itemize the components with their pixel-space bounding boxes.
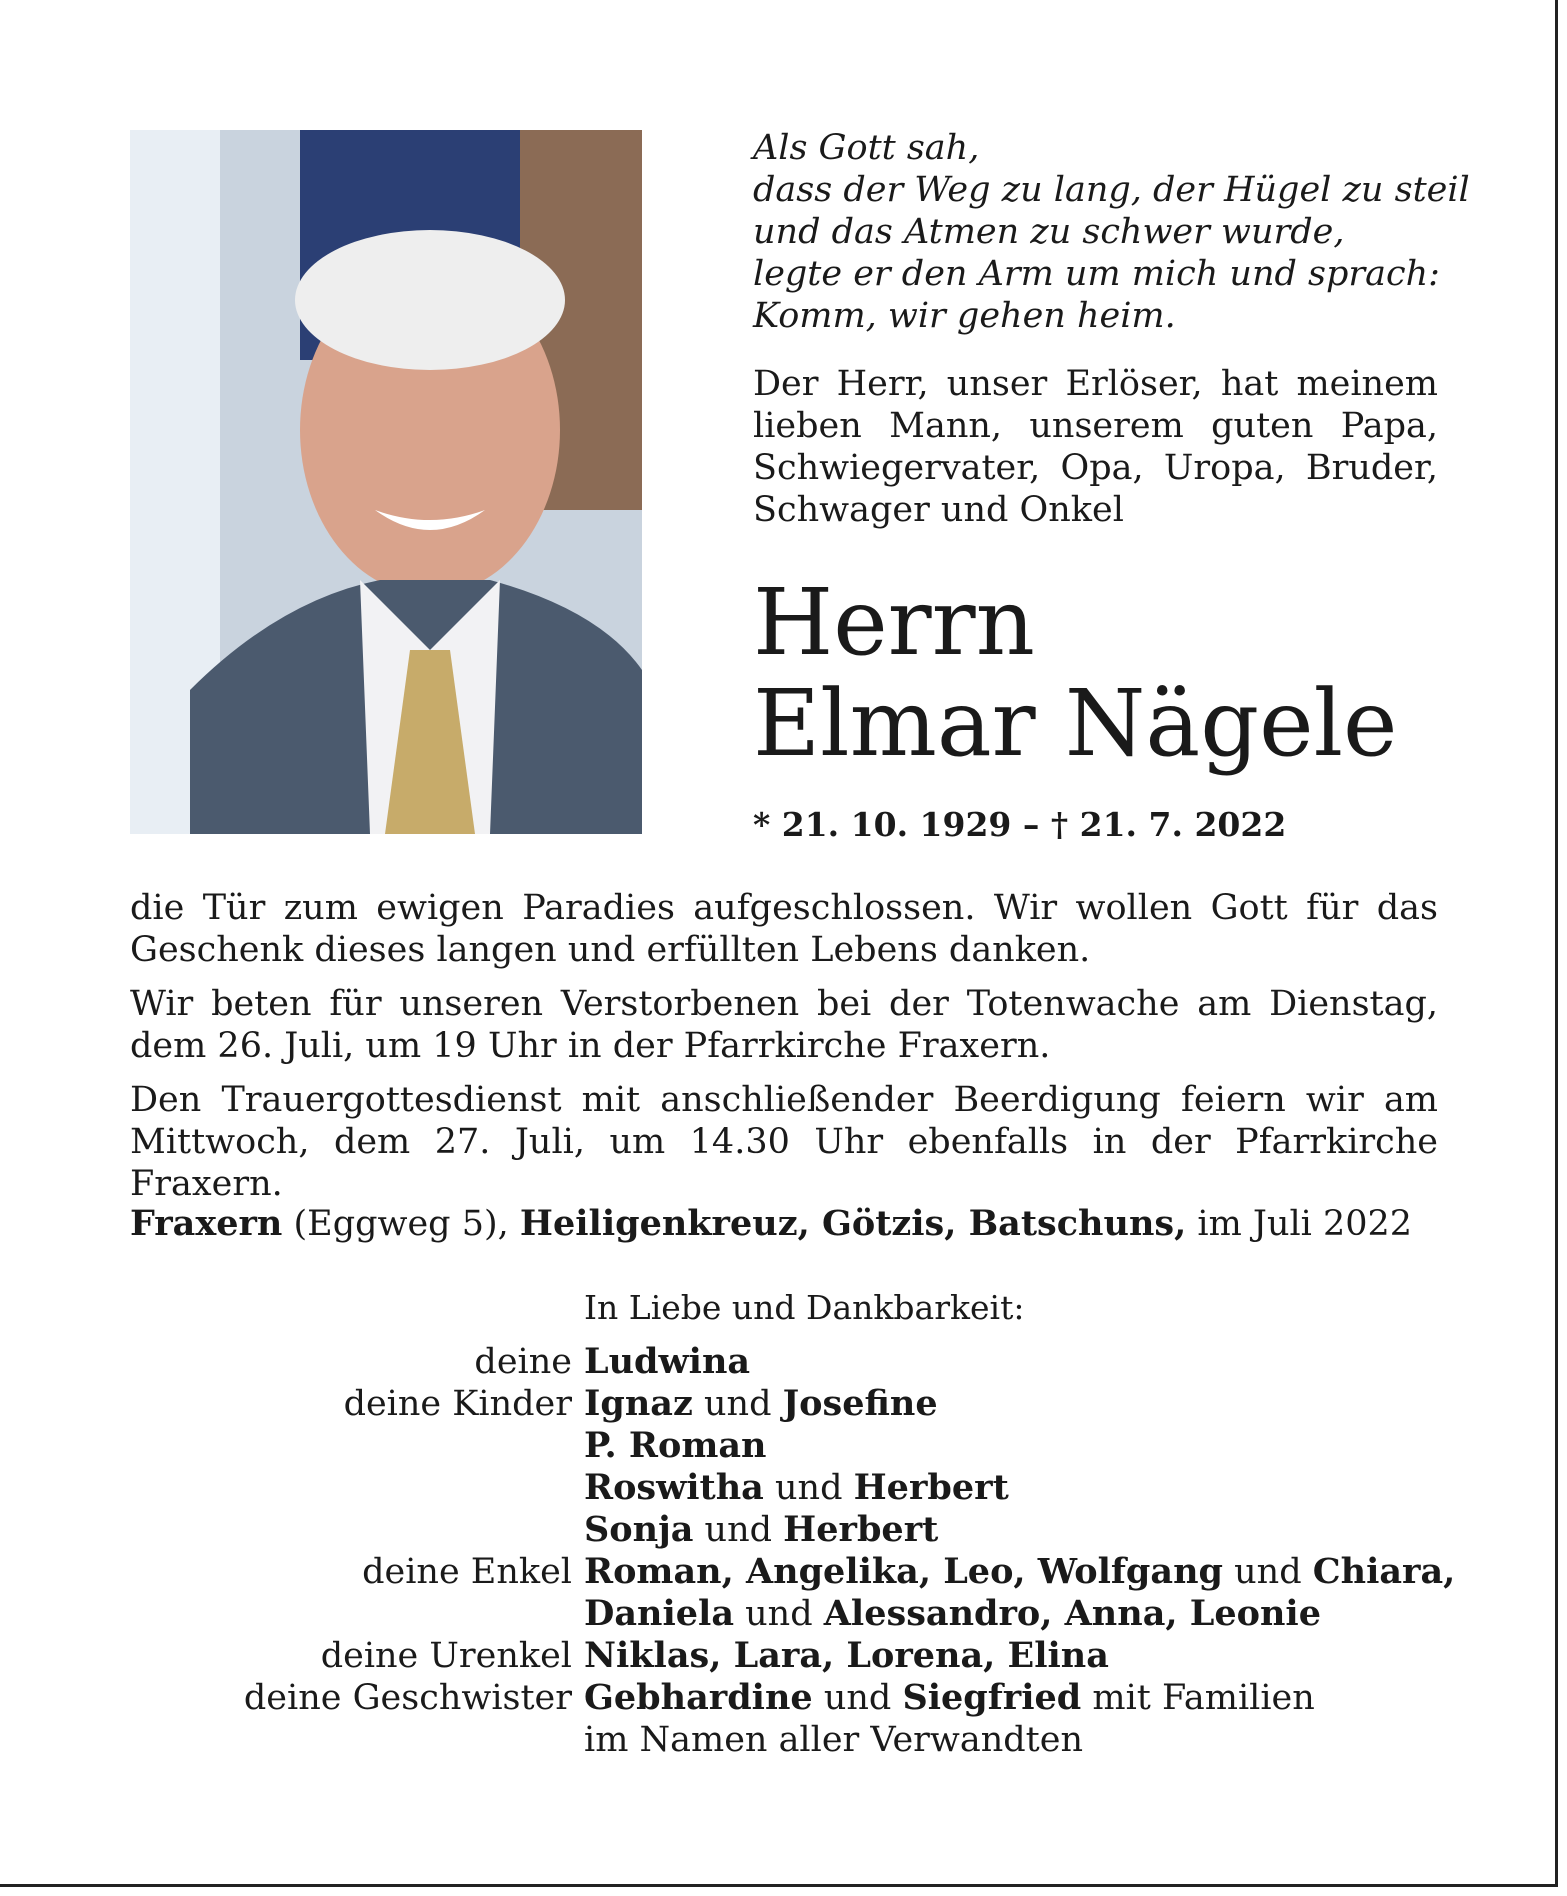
relation-label: deine Enkel <box>362 1552 572 1592</box>
mourner-name: Josefine <box>782 1383 938 1424</box>
mourner-name: Roman, Angelika, Leo, Wolfgang <box>584 1551 1224 1592</box>
signoff-intro: In Liebe und Dankbarkeit: <box>584 1288 1025 1327</box>
relation-label: deine Kinder <box>343 1384 572 1424</box>
mourner-row <box>130 1509 1460 1551</box>
relation-label <box>130 1509 584 1551</box>
place-date: im Juli 2022 <box>1186 1204 1413 1244</box>
life-dates: * 21. 10. 1929 – † 21. 7. 2022 <box>753 805 1287 844</box>
poem-line: legte er den Arm um mich und sprach: <box>753 254 1440 294</box>
relation-label: deine Geschwister <box>243 1678 572 1718</box>
places-line <box>130 1203 1438 1245</box>
intro-text: Der Herr, unser Erlöser, hat meinem lieben Mann, unserem guten Papa, Schwiegervater, Opa, Uropa, Bruder, Schwager und Onkel <box>753 364 1438 530</box>
deceased-name <box>753 569 1398 777</box>
place-note: (Eggweg 5), <box>282 1204 520 1244</box>
name-title: Herrn <box>753 569 1035 676</box>
mourner-name: Siegfried <box>902 1677 1082 1718</box>
mourner-name: Alessandro, Anna, Leonie <box>823 1593 1321 1634</box>
paragraph: die Tür zum ewigen Paradies aufgeschlossen. Wir wollen Gott für das Geschenk dieses langen und erfüllten Lebens danken. <box>130 888 1438 970</box>
poem-line: und das Atmen zu schwer wurde, <box>753 212 1345 252</box>
mourner-name: Herbert <box>853 1467 1009 1508</box>
mourner-name: Roswitha <box>584 1467 764 1508</box>
mourner-name: Sonja <box>584 1509 694 1550</box>
mourner-row <box>130 1551 1460 1593</box>
paragraph: Den Trauergottesdienst mit anschließender Beerdigung feiern wir am Mittwoch, dem 27. Juli, um 14.30 Uhr ebenfalls in der Pfarrkirche Fraxern. <box>130 1080 1438 1204</box>
joiner: und <box>763 1468 854 1508</box>
poem <box>753 127 1470 337</box>
mourner-row <box>130 1425 1460 1467</box>
mourner-name: Ignaz <box>584 1383 693 1424</box>
mourner-name: Gebhardine <box>584 1677 813 1718</box>
mourner-name: P. Roman <box>584 1425 767 1466</box>
name-full: Elmar Nägele <box>753 670 1398 777</box>
paragraph: Wir beten für unseren Verstorbenen bei der Totenwache am Dienstag, dem 26. Juli, um 19 Uhr in der Pfarrkirche Fraxern. <box>130 984 1438 1066</box>
relation-label <box>130 1719 584 1761</box>
joiner: und <box>812 1678 903 1718</box>
mourner-row <box>130 1467 1460 1509</box>
relation-label: deine <box>474 1342 572 1382</box>
mourner-row <box>130 1719 1460 1761</box>
announcement-body <box>130 887 1438 1217</box>
mourner-row <box>130 1635 1460 1677</box>
mourner-row <box>130 1383 1460 1425</box>
portrait-photo <box>130 130 642 834</box>
mourner-name: Daniela <box>584 1593 735 1634</box>
relation-label <box>130 1593 584 1635</box>
joiner: und <box>1223 1552 1313 1592</box>
mourner-row <box>130 1593 1460 1635</box>
joiner: und <box>692 1384 783 1424</box>
relation-label <box>130 1467 584 1509</box>
relation-label <box>130 1425 584 1467</box>
mourner-row <box>130 1677 1460 1719</box>
mourners-list <box>130 1341 1460 1761</box>
relation-label: deine Urenkel <box>320 1636 572 1676</box>
mourner-name: Herbert <box>783 1509 939 1550</box>
mourner-name: Chiara, <box>1312 1551 1456 1592</box>
poem-line: dass der Weg zu lang, der Hügel zu steil <box>753 170 1470 210</box>
mourner-row <box>130 1341 1460 1383</box>
trailing-text: mit Familien <box>1081 1678 1315 1718</box>
poem-line: Komm, wir gehen heim. <box>753 296 1176 336</box>
joiner: und <box>693 1510 784 1550</box>
mourner-name: Niklas, Lara, Lorena, Elina <box>584 1635 1109 1676</box>
poem-line: Als Gott sah, <box>753 128 980 168</box>
joiner: und <box>734 1594 824 1634</box>
place-main: Fraxern <box>130 1203 283 1244</box>
mourner-name: Ludwina <box>584 1341 751 1382</box>
place-others: Heiligenkreuz, Götzis, Batschuns, <box>519 1203 1187 1244</box>
closing-line: im Namen aller Verwandten <box>584 1720 1083 1760</box>
